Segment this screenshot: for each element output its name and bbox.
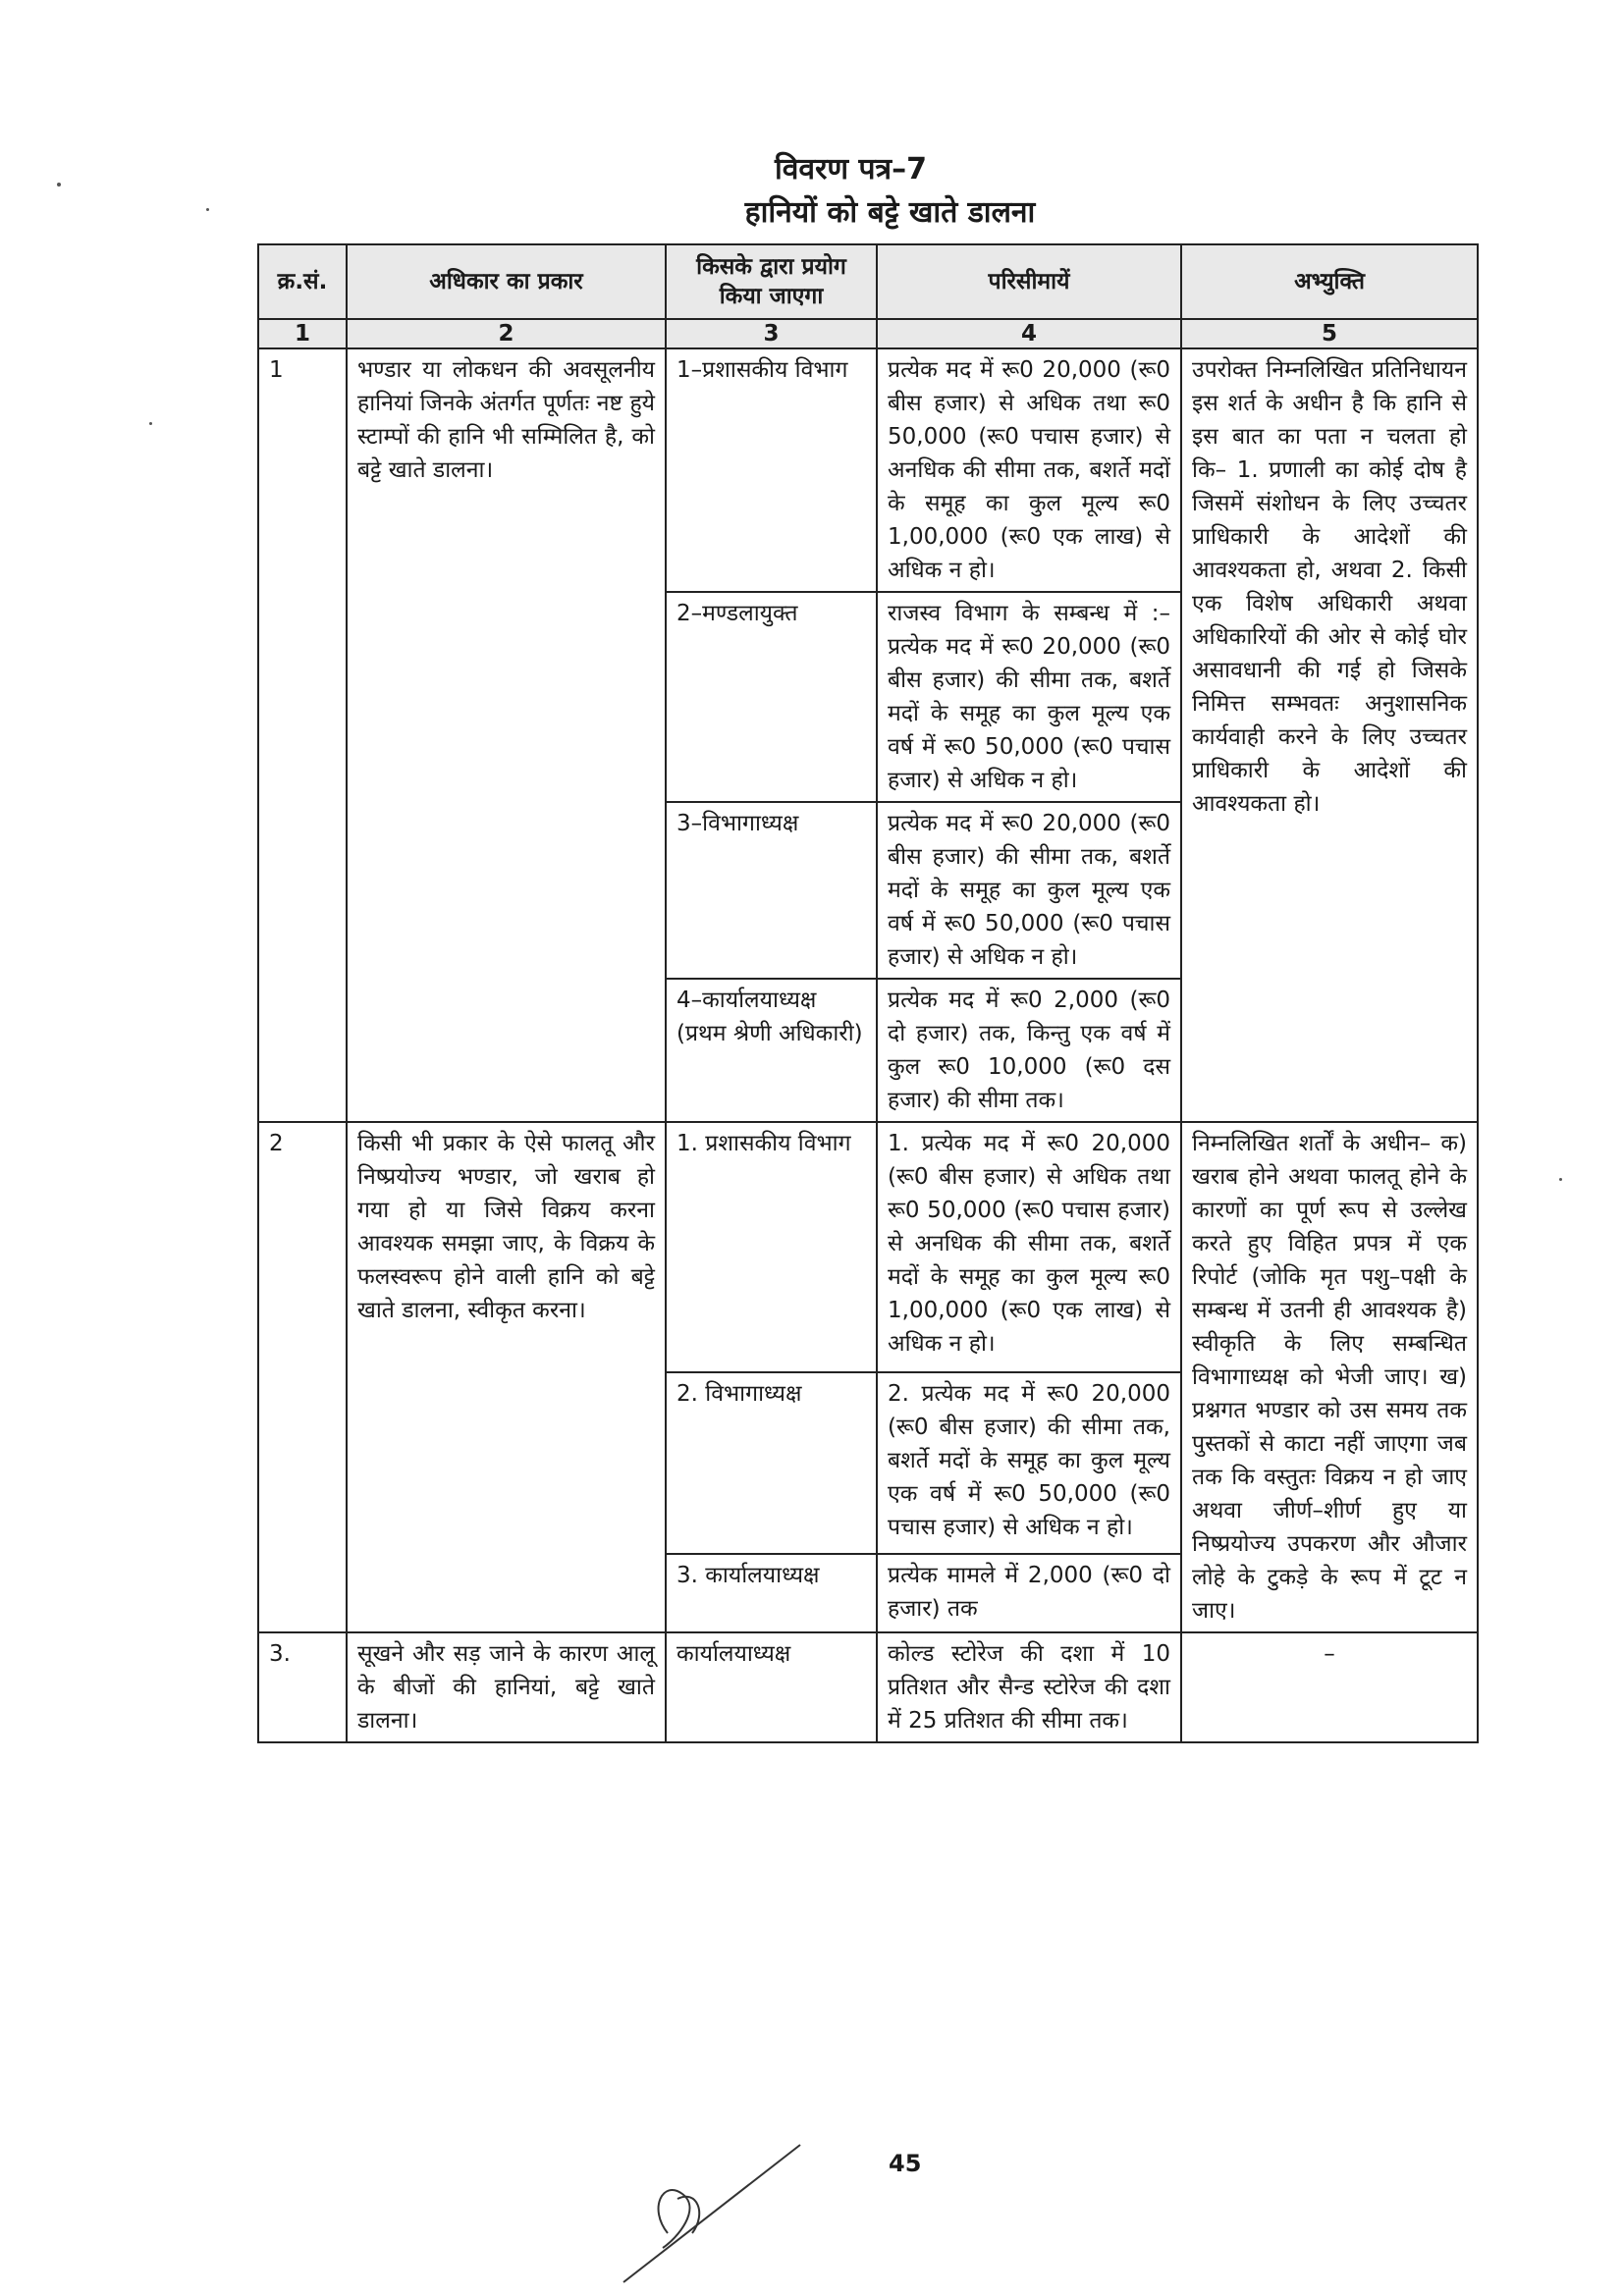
col-header-power: अधिकार का प्रकार [347,244,666,319]
limit-text: प्रत्येक मद में रू0 2,000 (रू0 दो हजार) तक, किन्तु एक वर्ष में कुल रू0 10,000 (रू0 दस हजार) की सीमा तक। [877,979,1181,1122]
exercised-by: 3–विभागाध्यक्ष [666,802,877,979]
exercised-by: 4–कार्यालयाध्यक्ष (प्रथम श्रेणी अधिकारी) [666,979,877,1122]
table-row [258,1122,1478,1372]
scan-speck [57,183,61,187]
serial-number: 3. [258,1632,347,1742]
table-row [258,348,1478,592]
col-number: 2 [347,319,666,348]
limit-text: राजस्व विभाग के सम्बन्ध में :– प्रत्येक मद में रू0 20,000 (रू0 बीस हजार) की सीमा तक, बशर्ते मदों के समूह का कुल मूल्य एक वर्ष में रू0 50,000 (रू0 पचास हजार) से अधिक न हो। [877,592,1181,802]
limit-text: प्रत्येक मद में रू0 20,000 (रू0 बीस हजार) से अधिक तथा रू0 50,000 (रू0 पचास हजार) से अनधिक की सीमा तक, बशर्ते मदों के समूह का कुल मूल्य रू0 1,00,000 (रू0 एक लाख) से अधिक न हो। [877,348,1181,592]
remarks-text: उपरोक्त निम्नलिखित प्रतिनिधायन इस शर्त के अधीन है कि हानि से इस बात का पता न चलता हो कि– 1. प्रणाली का कोई दोष है जिसमें संशोधन के लिए उच्चतर प्राधिकारी के आदेशों की आवश्यकता हो, अथवा 2. किसी एक विशेष अधिकारी अथवा अधिकारियों की ओर से कोई घोर असावधानी की गई हो जिसके निमित्त सम्भवतः अनुशासनिक कार्यवाही करने के लिए उच्चतर प्राधिकारी के आदेशों की आवश्यकता हो। [1181,348,1478,1122]
statement-title: विवरण पत्र–7 [774,152,927,187]
page-number: 45 [889,2150,922,2177]
limit-text: 1. प्रत्येक मद में रू0 20,000 (रू0 बीस हजार) से अधिक तथा रू0 50,000 (रू0 पचास हजार) से अनधिक की सीमा तक, बशर्ते मदों के समूह का कुल मूल्य रू0 1,00,000 (रू0 एक लाख) से अधिक न हो। [877,1122,1181,1372]
table-row [258,1632,1478,1742]
limit-text: प्रत्येक मामले में 2,000 (रू0 दो हजार) तक [877,1554,1181,1632]
statement-subtitle: हानियों को बट्टे खाते डालना [744,195,1036,230]
col-number: 3 [666,319,877,348]
exercised-by: 2. विभागाध्यक्ष [666,1372,877,1554]
col-number: 5 [1181,319,1478,348]
serial-number: 1 [258,348,347,1122]
col-header-limits: परिसीमायें [877,244,1181,319]
col-number: 1 [258,319,347,348]
col-header-remarks: अभ्युक्ति [1181,244,1478,319]
handwritten-signature-icon [609,2140,805,2287]
column-number-row [258,319,1478,348]
power-description: सूखने और सड़ जाने के कारण आलू के बीजों की हानियां, बट्टे खाते डालना। [347,1632,666,1742]
serial-number: 2 [258,1122,347,1632]
remarks-text: निम्नलिखित शर्तों के अधीन– क) खराब होने अथवा फालतू होने के कारणों का पूर्ण रूप से उल्लेख करते हुए विहित प्रपत्र में एक रिपोर्ट (जोकि मृत पशु–पक्षी के सम्बन्ध में उतनी ही आवश्यक है) स्वीकृति के लिए सम्बन्धित विभागाध्यक्ष को भेजी जाए। ख) प्रश्नगत भण्डार को उस समय तक पुस्तकों से काटा नहीं जाएगा जब तक कि वस्तुतः विक्रय न हो जाए अथवा जीर्ण–शीर्ण हुए या निष्प्रयोज्य उपकरण और औजार लोहे के टुकड़े के रूप में टूट न जाए। [1181,1122,1478,1632]
col-header-exercised-by: किसके द्वारा प्रयोग किया जाएगा [666,244,877,319]
remarks-text: – [1181,1632,1478,1742]
limit-text: 2. प्रत्येक मद में रू0 20,000 (रू0 बीस हजार) की सीमा तक, बशर्ते मदों के समूह का कुल मूल्य एक वर्ष में रू0 50,000 (रू0 पचास हजार) से अधिक न हो। [877,1372,1181,1554]
exercised-by: 1–प्रशासकीय विभाग [666,348,877,592]
exercised-by: 2–मण्डलायुक्त [666,592,877,802]
scan-speck [1559,1178,1562,1181]
write-off-table [257,243,1479,1743]
col-number: 4 [877,319,1181,348]
limit-text: प्रत्येक मद में रू0 20,000 (रू0 बीस हजार) की सीमा तक, बशर्ते मदों के समूह का कुल मूल्य एक वर्ष में रू0 50,000 (रू0 पचास हजार) से अधिक न हो। [877,802,1181,979]
exercised-by: 1. प्रशासकीय विभाग [666,1122,877,1372]
header-row [258,244,1478,319]
scan-speck [206,208,209,211]
power-description: भण्डार या लोकधन की अवसूलनीय हानियां जिनके अंतर्गत पूर्णतः नष्ट हुये स्टाम्पों की हानि भी सम्मिलित है, को बट्टे खाते डालना। [347,348,666,1122]
col-header-sn: क्र.सं. [258,244,347,319]
scan-speck [149,422,152,425]
exercised-by: 3. कार्यालयाध्यक्ष [666,1554,877,1632]
exercised-by: कार्यालयाध्यक्ष [666,1632,877,1742]
power-description: किसी भी प्रकार के ऐसे फालतू और निष्प्रयोज्य भण्डार, जो खराब हो गया हो या जिसे विक्रय करना आवश्यक समझा जाए, के विक्रय के फलस्वरूप होने वाली हानि को बट्टे खाते डालना, स्वीकृत करना। [347,1122,666,1632]
limit-text: कोल्ड स्टोरेज की दशा में 10 प्रतिशत और सैन्ड स्टोरेज की दशा में 25 प्रतिशत की सीमा तक। [877,1632,1181,1742]
